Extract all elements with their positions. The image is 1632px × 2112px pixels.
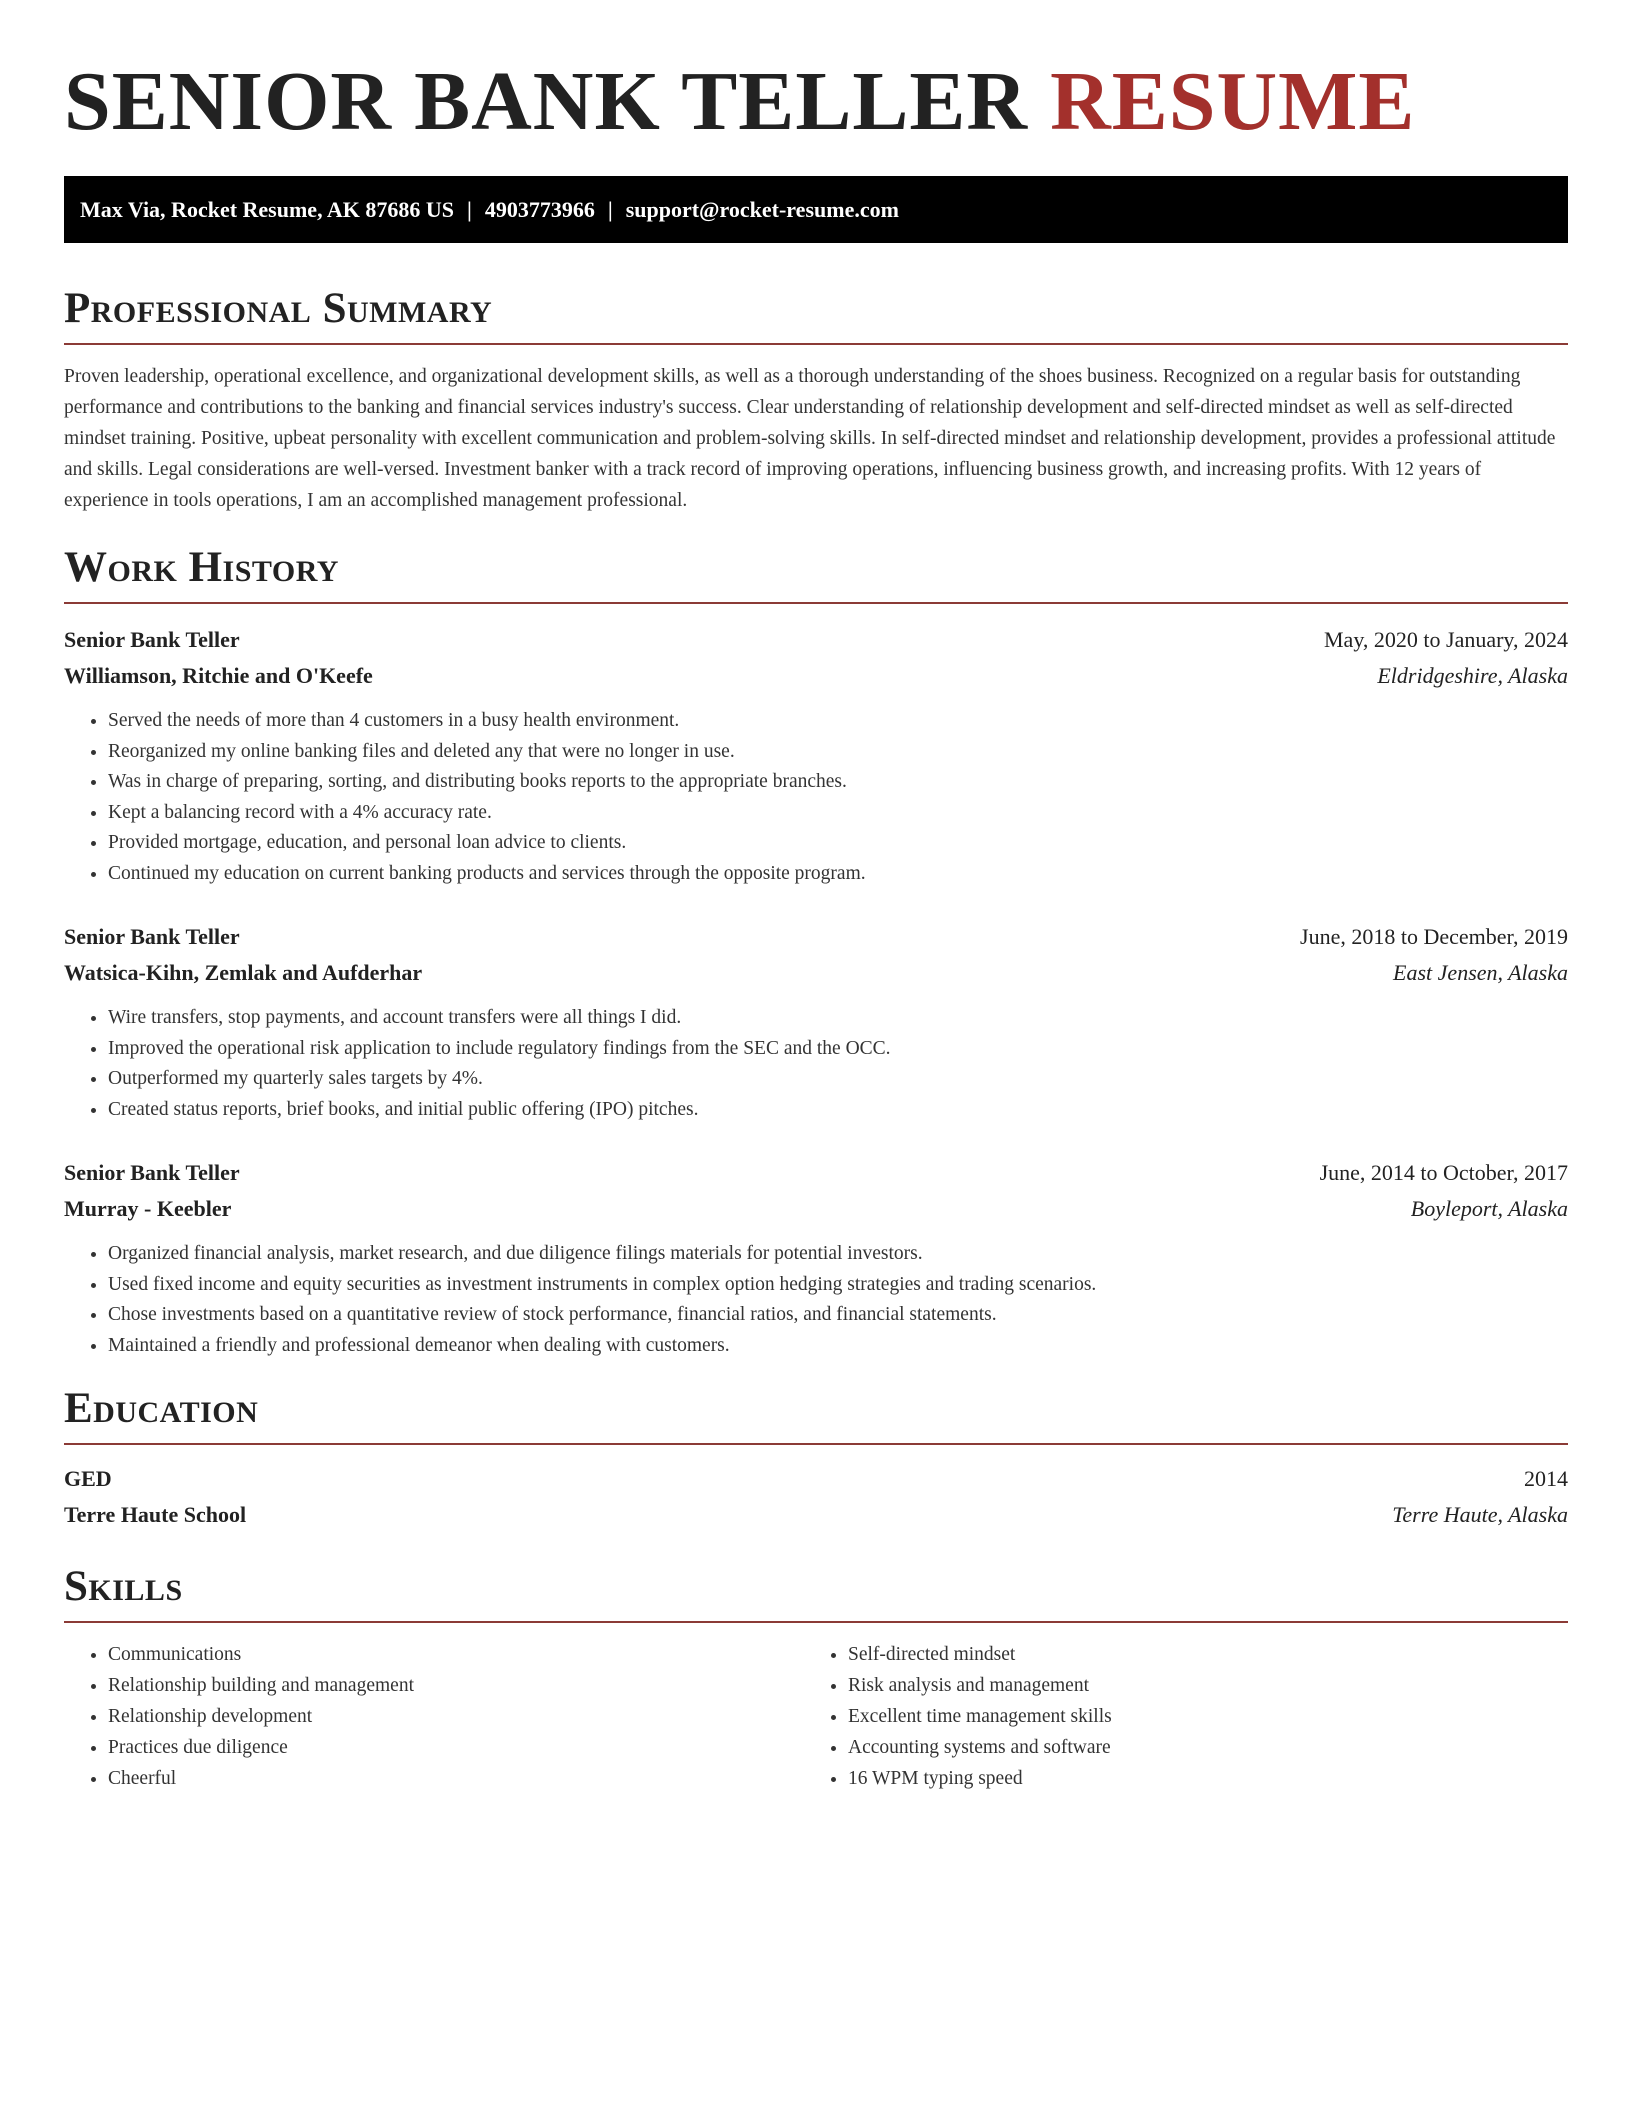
summary-text: Proven leadership, operational excellence, and organizational development skills, as well as a thorough understanding of the shoes business. Recognized on a regular basis for outstanding performance and contributions to the banking and financial services industry's success. Clear understanding of relationship development and self-directed mindset as well as self-directed mindset training. Positive, upbeat personality with excellent communication and problem-solving skills. In self-directed mindset and relationship development, provides a professional attitude and skills. Legal considerations are well-versed. Investment banker with a track record of improving operations, influencing business growth, and increasing profits. With 12 years of experience in tools operations, I am an accomplished management professional. bbox=[64, 366, 1556, 511]
job-bullets bbox=[64, 1003, 1568, 1125]
list-item: • Kept a balancing record with a 4% accuracy rate. bbox=[108, 798, 1568, 829]
contact-separator: | bbox=[607, 196, 613, 222]
contact-address: Max Via, Rocket Resume, AK 87686 US bbox=[80, 196, 454, 222]
section-divider bbox=[64, 343, 1568, 345]
education-year: 2014 bbox=[1524, 1466, 1568, 1491]
job-dates: June, 2014 to October, 2017 bbox=[1319, 1160, 1568, 1185]
education-location: Terre Haute, Alaska bbox=[1392, 1502, 1568, 1527]
section-divider bbox=[64, 1621, 1568, 1623]
list-item: • Outperformed my quarterly sales targets by 4%. bbox=[108, 1064, 1568, 1095]
list-item: • Provided mortgage, education, and personal loan advice to clients. bbox=[108, 828, 1568, 859]
education-entry bbox=[64, 1461, 1568, 1533]
contact-separator: | bbox=[466, 196, 472, 222]
contact-phone: 4903773966 bbox=[484, 196, 595, 222]
list-item: • Organized financial analysis, market research, and due diligence filings materials for potential investors. bbox=[108, 1239, 1568, 1270]
job-entry bbox=[64, 919, 1568, 1125]
list-item: • Chose investments based on a quantitative review of stock performance, financial ratios, and financial statements. bbox=[108, 1300, 1568, 1331]
skills-column-right bbox=[804, 1639, 1544, 1794]
job-company: Murray - Keebler bbox=[64, 1196, 232, 1221]
job-bullets bbox=[64, 1239, 1568, 1361]
resume-title bbox=[64, 52, 1568, 152]
title-main: SENIOR BANK TELLER bbox=[64, 55, 1029, 148]
title-accent: RESUME bbox=[1050, 55, 1416, 148]
job-entry bbox=[64, 1155, 1568, 1361]
skills-list bbox=[64, 1639, 1568, 1794]
list-item: • Improved the operational risk application to include regulatory findings from the SEC and the OCC. bbox=[108, 1034, 1568, 1065]
skill-item: • Risk analysis and management bbox=[848, 1670, 1544, 1701]
job-location: Eldridgeshire, Alaska bbox=[1377, 663, 1568, 688]
skill-item: • Communications bbox=[108, 1639, 804, 1670]
skill-item: • Practices due diligence bbox=[108, 1732, 804, 1763]
list-item: • Created status reports, brief books, and initial public offering (IPO) pitches. bbox=[108, 1095, 1568, 1126]
job-company: Watsica-Kihn, Zemlak and Aufderhar bbox=[64, 960, 423, 985]
job-location: Boyleport, Alaska bbox=[1410, 1196, 1568, 1221]
education-heading: Education bbox=[64, 1385, 259, 1432]
job-company: Williamson, Ritchie and O'Keefe bbox=[64, 663, 373, 688]
contact-bar bbox=[64, 176, 1568, 243]
skill-item: • Accounting systems and software bbox=[848, 1732, 1544, 1763]
job-entry bbox=[64, 622, 1568, 889]
job-dates: May, 2020 to January, 2024 bbox=[1324, 627, 1568, 652]
skill-item: • Cheerful bbox=[108, 1763, 804, 1794]
job-location: East Jensen, Alaska bbox=[1393, 960, 1568, 985]
work-history-heading: Work History bbox=[64, 544, 339, 591]
skill-item: • Self-directed mindset bbox=[848, 1639, 1544, 1670]
skills-heading: Skills bbox=[64, 1563, 183, 1610]
skills-column-left bbox=[64, 1639, 804, 1794]
contact-email: support@rocket-resume.com bbox=[625, 196, 899, 222]
summary-heading: Professional Summary bbox=[64, 285, 493, 332]
skill-item: • Relationship development bbox=[108, 1701, 804, 1732]
list-item: • Wire transfers, stop payments, and account transfers were all things I did. bbox=[108, 1003, 1568, 1034]
list-item: • Reorganized my online banking files and deleted any that were no longer in use. bbox=[108, 737, 1568, 768]
skill-item: • Excellent time management skills bbox=[848, 1701, 1544, 1732]
skill-item: • 16 WPM typing speed bbox=[848, 1763, 1544, 1794]
list-item: • Continued my education on current banking products and services through the opposite program. bbox=[108, 859, 1568, 890]
education-degree: GED bbox=[64, 1466, 112, 1491]
job-title: Senior Bank Teller bbox=[64, 924, 240, 949]
list-item: • Served the needs of more than 4 customers in a busy health environment. bbox=[108, 706, 1568, 737]
job-bullets bbox=[64, 706, 1568, 889]
list-item: • Maintained a friendly and professional demeanor when dealing with customers. bbox=[108, 1331, 1568, 1362]
resume-page bbox=[64, 0, 1568, 1794]
job-title: Senior Bank Teller bbox=[64, 627, 240, 652]
skill-item: • Relationship building and management bbox=[108, 1670, 804, 1701]
list-item: • Was in charge of preparing, sorting, and distributing books reports to the appropriate branches. bbox=[108, 767, 1568, 798]
job-title: Senior Bank Teller bbox=[64, 1160, 240, 1185]
job-dates: June, 2018 to December, 2019 bbox=[1300, 924, 1568, 949]
education-school: Terre Haute School bbox=[64, 1502, 247, 1527]
section-divider bbox=[64, 602, 1568, 604]
section-divider bbox=[64, 1443, 1568, 1445]
list-item: • Used fixed income and equity securities as investment instruments in complex option hedging strategies and trading scenarios. bbox=[108, 1270, 1568, 1301]
